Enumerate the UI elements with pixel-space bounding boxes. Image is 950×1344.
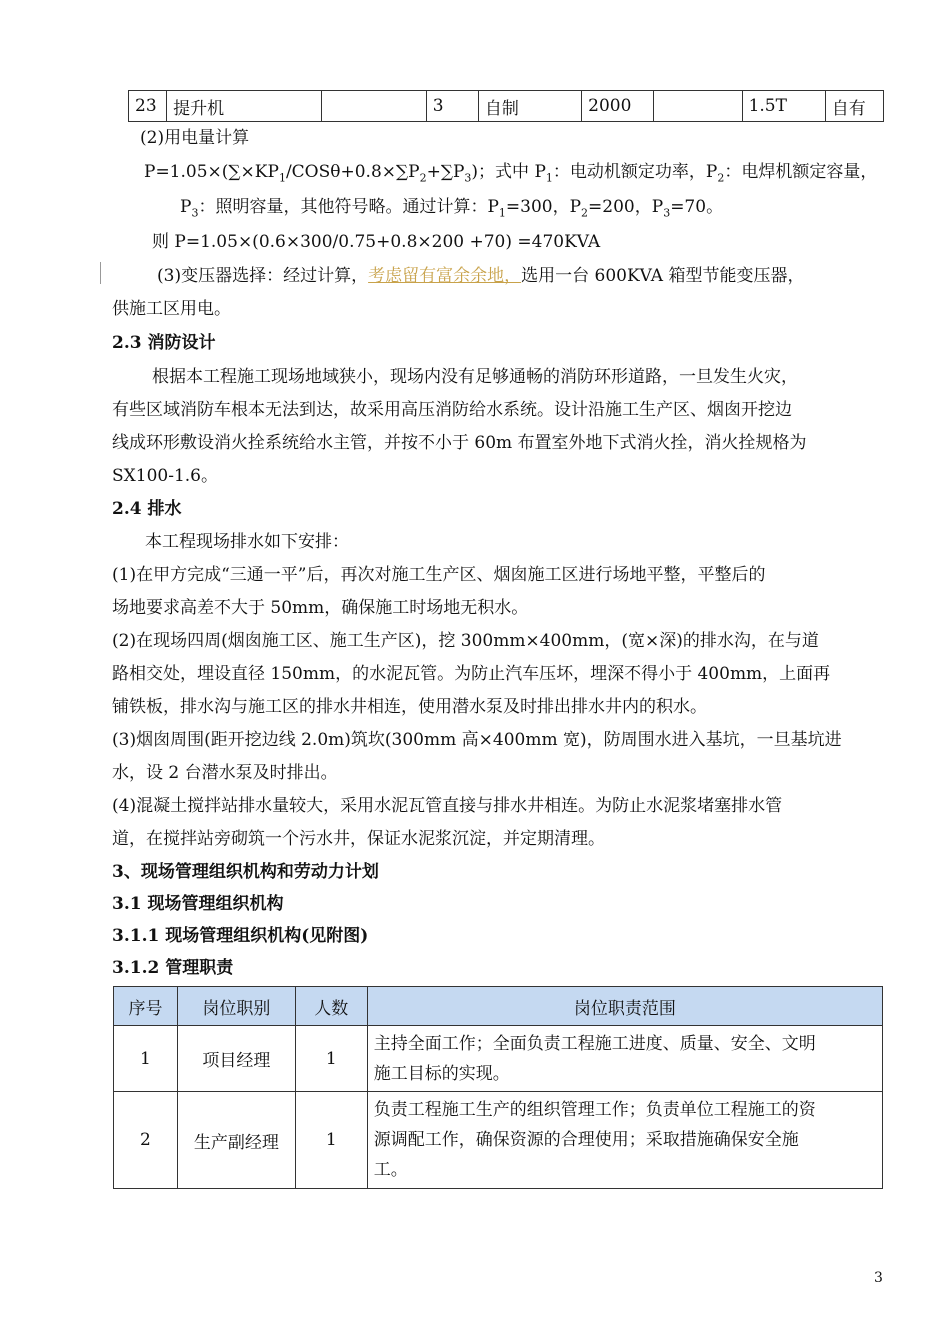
column-header: 人数 <box>295 987 367 1026</box>
row-duty <box>367 1092 882 1189</box>
row-number: 2 <box>114 1092 178 1189</box>
transformer-line: (3)变压器选择：经过计算，考虑留有富余余地，选用一台 600KVA 箱型节能变压器， <box>157 266 805 286</box>
highlighted-text: 考虑留有富余余地， <box>368 266 522 286</box>
table-cell: 自有 <box>825 91 883 122</box>
column-header: 岗位职别 <box>177 987 295 1026</box>
transformer-line-2: 供施工区用电。 <box>112 299 231 319</box>
row-number: 1 <box>114 1026 178 1092</box>
paragraph-line: (2)在现场四周(烟囱施工区、施工生产区)，挖 300mm×400mm，(宽×深)的排水沟，在与道 <box>112 631 819 651</box>
table-header-row <box>114 987 883 1026</box>
section31-heading: 3.1 现场管理组织机构 <box>112 894 284 914</box>
table-cell <box>321 91 426 122</box>
drain-heading: 2.4 排水 <box>112 499 182 519</box>
paragraph-line: 场地要求高差不大于 50mm，确保施工时场地无积水。 <box>112 598 529 618</box>
paragraph-line: (3)烟囱周围(距开挖边线 2.0m)筑坎(300mm 高×400mm 宽)，防周围水进入基坑，一旦基坑进 <box>112 730 842 750</box>
table-cell: 3 <box>426 91 478 122</box>
table-row <box>114 1026 883 1092</box>
equipment-table <box>128 90 884 122</box>
table-cell: 23 <box>129 91 167 122</box>
column-header: 序号 <box>114 987 178 1026</box>
paragraph-line: 有些区域消防车根本无法到达，故采用高压消防给水系统。设计沿施工生产区、烟囱开挖边 <box>112 400 792 420</box>
paragraph-line: (1)在甲方完成“三通一平”后，再次对施工生产区、烟囱施工区进行场地平整，平整后的 <box>112 565 766 585</box>
duty-line: 负责工程施工生产的组织管理工作；负责单位工程施工的资 <box>373 1100 816 1120</box>
table-cell: 2000 <box>582 91 654 122</box>
revision-margin-mark <box>100 262 101 284</box>
paragraph-line: 本工程现场排水如下安排： <box>145 532 349 552</box>
paragraph-line: 路相交处，埋设直径 150mm，的水泥瓦管。为防止汽车压坏，埋深不得小于 400mm，上面再 <box>112 664 831 684</box>
row-post: 生产副经理 <box>177 1092 295 1189</box>
column-header: 岗位职责范围 <box>367 987 882 1026</box>
power-result: 则 P=1.05×(0.6×300/0.75+0.8×200 +70) =470KVA <box>152 232 601 252</box>
table-row <box>114 1092 883 1189</box>
paragraph-line: 道，在搅拌站旁砌筑一个污水井，保证水泥浆沉淀，并定期清理。 <box>112 829 605 849</box>
duty-line: 施工目标的实现。 <box>373 1063 510 1084</box>
power-formula: $P=1.05\times(\sum\times KP_1/COS\theta+0.8\times\sum P_2+\sum P_3)$；式中 $P_1$：电动机额定功率，$P_2$：电焊机额定容量， <box>144 162 878 185</box>
table-cell: 提升机 <box>167 91 321 122</box>
power-formula-legend: $P_3$：照明容量，其他符号略。通过计算：$P_1=300$，$P_2=200$，$P_3=70$。 <box>180 197 724 220</box>
duty-table <box>113 986 883 1189</box>
paragraph-line: 线成环形敷设消火拴系统给水主管，并按不小于 60m 布置室外地下式消火拴，消火拴规格为 <box>112 433 807 453</box>
page-number: 3 <box>874 1270 883 1286</box>
table-cell <box>654 91 742 122</box>
paragraph-line: 铺铁板，排水沟与施工区的排水井相连，使用潜水泵及时排出排水井内的积水。 <box>112 697 707 717</box>
table-cell: 自制 <box>478 91 581 122</box>
duty-line: 主持全面工作；全面负责工程施工进度、质量、安全、文明 <box>373 1033 816 1054</box>
paragraph-line: (4)混凝土搅拌站排水量较大，采用水泥瓦管直接与排水井相连。为防止水泥浆堵塞排水管 <box>112 796 783 816</box>
duty-line: 源调配工作，确保资源的合理使用；采取措施确保安全施 <box>373 1130 799 1150</box>
row-count: 1 <box>295 1026 367 1092</box>
table-cell: 1.5T <box>742 91 825 122</box>
section312-heading: 3.1.2 管理职责 <box>112 958 234 978</box>
section3-heading: 3、现场管理组织机构和劳动力计划 <box>112 862 379 882</box>
paragraph-line: 水，设 2 台潜水泵及时排出。 <box>112 763 338 783</box>
duty-line: 工。 <box>373 1160 408 1180</box>
fire-heading: 2.3 消防设计 <box>112 333 216 353</box>
row-duty <box>367 1026 882 1092</box>
row-count: 1 <box>295 1092 367 1189</box>
section311-heading: 3.1.1 现场管理组织机构(见附图) <box>112 926 369 946</box>
paragraph-line: 根据本工程施工现场地域狭小，现场内没有足够通畅的消防环形道路，一旦发生火灾， <box>152 367 798 387</box>
paragraph-line: SX100-1.6。 <box>112 466 218 486</box>
power-heading: (2)用电量计算 <box>140 128 250 148</box>
row-post: 项目经理 <box>177 1026 295 1092</box>
table-row <box>129 91 884 122</box>
